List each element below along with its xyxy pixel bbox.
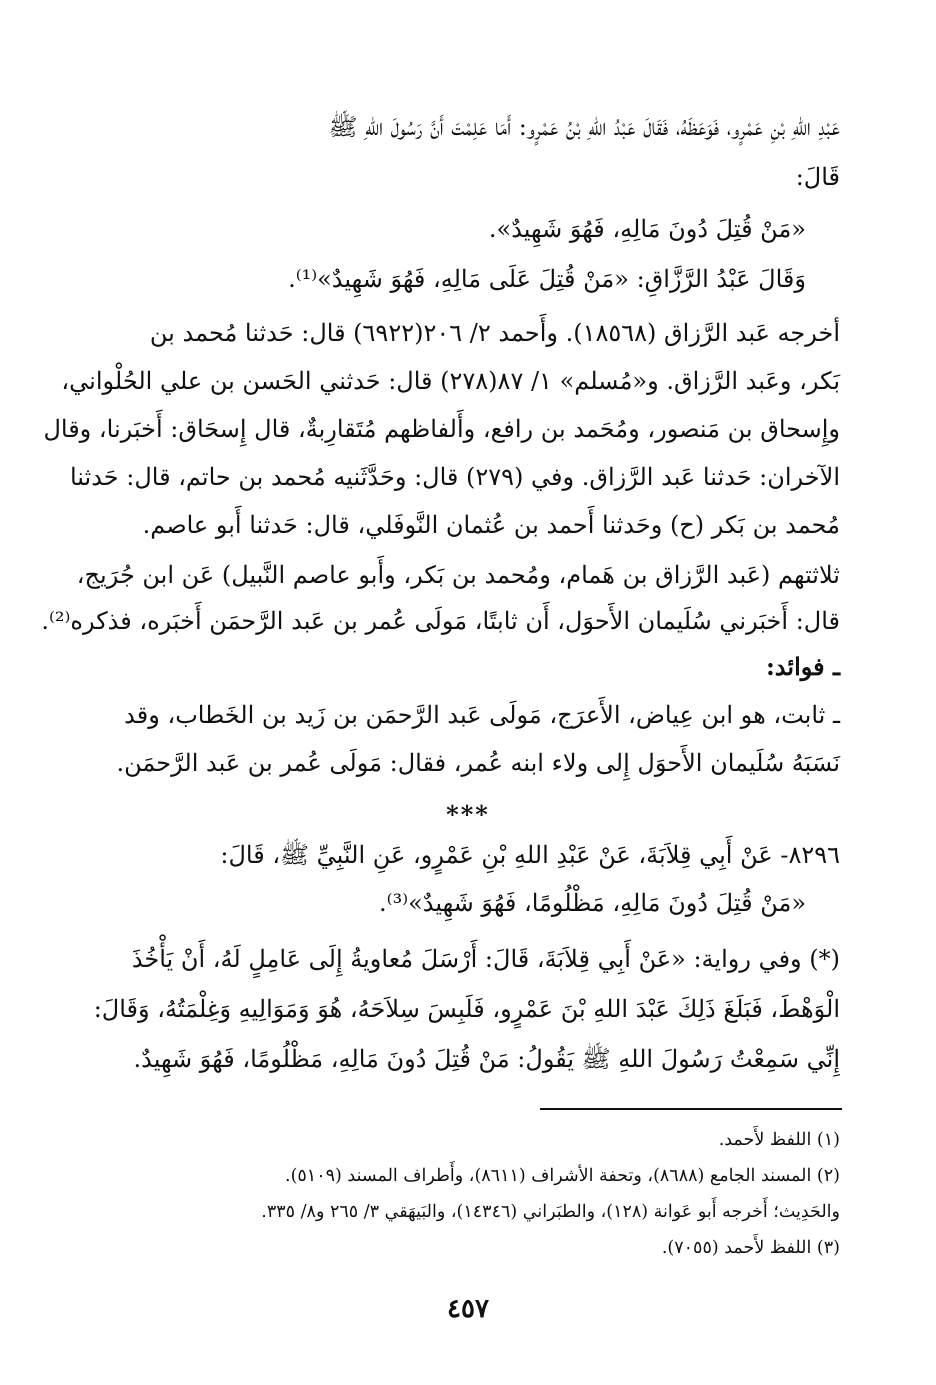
takhrij-line: مُحمد بن بَكر (ح) وحَدثنا أَحمد بن عُثمان النَّوفَلي، قال: حَدثنا أَبو عاصم. bbox=[142, 511, 840, 539]
page-number: ٤٥٧ bbox=[447, 1294, 489, 1324]
footnote: (٢) المسند الجامع (٨٦٨٨)، وتحفة الأشراف (٨٦١١)، وأَطراف المسند (٥١٠٩). bbox=[285, 1166, 840, 1186]
chain-line: ثلاثتهم (عَبد الرَّزاق بن هَمام، ومُحمد بن بَكر، وأَبو عاصم النَّبيل) عَن ابن جُرَيج، bbox=[76, 561, 840, 589]
benefit-line: نَسَبَهُ سُلَيمان الأَحوَل إِلى ولاء ابنه عُمر، فقال: مَولَى عُمر بن عَبد الرَّحمَن. bbox=[116, 749, 840, 777]
footnote: (٣) اللفظ لأَحمد (٧٠٥٥). bbox=[661, 1238, 840, 1258]
footnote: والحَدِيث؛ أَخرجه أَبو عَوانة (١٢٨)، والطبَراني (١٤٣٤٦)، والبَيهَقي ٣/ ٢٦٥ و٨/ ٣٣٥. bbox=[261, 1202, 840, 1222]
takhrij-line: وإِسحاق بن مَنصور، ومُحَمد بن رافع، وأَلفاظهم مُتَقارِبةٌ، قال إِسحَاق: أَخبَرنا، وقال bbox=[43, 415, 840, 443]
takhrij-line: بَكر، وعَبد الرَّزاق. و«مُسلم» ١/ ٨٧(٢٧٨) قال: حَدثني الحَسن بن علي الحُلْواني، bbox=[61, 367, 840, 395]
hadith-text: وَقَالَ عَبْدُ الرَّزَّاقِ: «مَنْ قُتِلَ عَلَى مَالِهِ، فَهُوَ شَهِيدٌ»⁽¹⁾. bbox=[288, 265, 806, 293]
text-line: عَبْدِ اللهِ بْنِ عَمْرٍو، فَوَعَظَهُ، فَقَالَ عَبْدُ اللهِ بْنُ عَمْرٍو: أَمَا عَلِمْتَ أَنَّ رَسُولَ اللهِ ﷺ bbox=[328, 113, 840, 141]
text-line: قَالَ: bbox=[795, 163, 840, 191]
narration-line: الْوَهْطَ، فَبَلَغَ ذَلِكَ عَبْدَ اللهِ بْنَ عَمْرٍو، فَلَبِسَ سِلاَحَهُ، هُوَ وَمَوَالِيهِ وَغِلْمَتُهُ، وَقَالَ: bbox=[93, 995, 840, 1023]
hadith-text: «مَنْ قُتِلَ دُونَ مَالِهِ، مَظْلُومًا، فَهُوَ شَهِيدٌ»⁽³⁾. bbox=[379, 889, 806, 917]
narration-line: إِنِّي سَمِعْتُ رَسُولَ اللهِ ﷺ يَقُولُ: مَنْ قُتِلَ دُونَ مَالِهِ، مَظْلُومًا، فَهُوَ شَهِيدٌ. bbox=[133, 1045, 840, 1073]
narration-line: (*) وفي رواية: «عَنْ أَبِي قِلاَبَةَ، قَالَ: أَرْسَلَ مُعاويةُ إِلَى عَامِلٍ لَهُ، أَنْ يَأْخُذَ bbox=[131, 945, 840, 973]
chain-line: قال: أَخبَرني سُلَيمان الأَحوَل، أَن ثابتًا، مَولَى عُمر بن عَبد الرَّحمَن أَخبَره، فذكره⁽²⁾. bbox=[41, 607, 840, 635]
section-separator: *** bbox=[446, 800, 490, 829]
takhrij-line: أخرجه عَبد الرَّزاق (١٨٥٦٨). وأَحمد ٢/ ٢٠٦(٦٩٢٢) قال: حَدثنا مُحمد بن bbox=[149, 319, 840, 347]
hadith-text: «مَنْ قُتِلَ دُونَ مَالِهِ، فَهُوَ شَهِيدٌ». bbox=[488, 215, 806, 243]
benefits-heading: ـ فوائد: bbox=[765, 652, 840, 681]
footnote: (١) اللفظ لأَحمد. bbox=[718, 1130, 840, 1150]
benefit-line: ـ ثابت، هو ابن عِياض، الأَعرَج، مَولَى عَبد الرَّحمَن بن زَيد بن الخَطاب، وقد bbox=[124, 701, 840, 729]
takhrij-line: الآخران: حَدثنا عَبد الرَّزاق. وفي (٢٧٩) قال: وحَدَّثَنيه مُحمد بن حاتم، قال: حَدثنا bbox=[69, 463, 840, 491]
footnote-divider bbox=[540, 1108, 842, 1110]
hadith-header: ٨٢٩٦- عَنْ أَبِي قِلاَبَةَ، عَنْ عَبْدِ اللهِ بْنِ عَمْرٍو، عَنِ النَّبِيِّ ﷺ، قَالَ: bbox=[220, 841, 840, 869]
